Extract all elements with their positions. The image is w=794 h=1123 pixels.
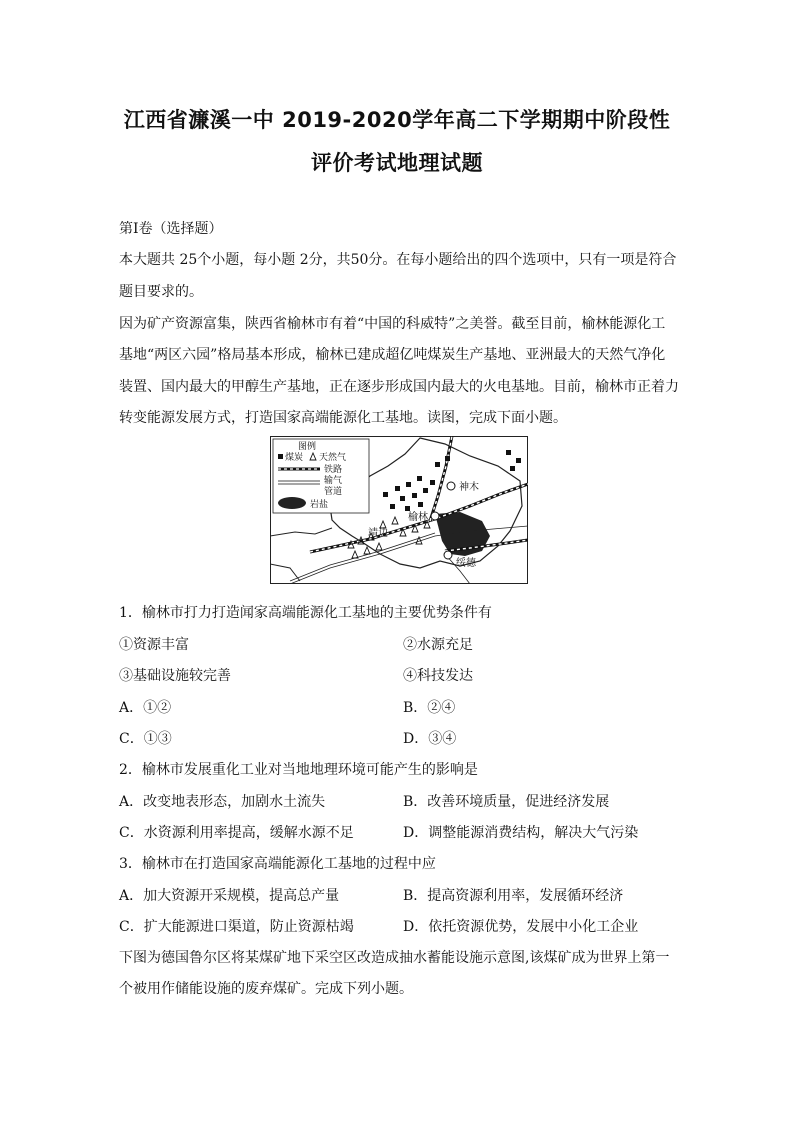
question-3-option-d: D．依托资源优势，发展中小化工企业 bbox=[403, 919, 639, 935]
passage2-line: 下图为德国鲁尔区将某煤矿地下采空区改造成抽水蓄能设施示意图,该煤矿成为世界上第一 bbox=[119, 950, 670, 966]
legend-pipeline-2: 管道 bbox=[324, 487, 343, 497]
question-3-option-b: B．提高资源利用率，发展循环经济 bbox=[403, 888, 624, 904]
question-2-option-d: D．调整能源消费结构，解决大气污染 bbox=[403, 825, 639, 841]
question-1-item: ①资源丰富 bbox=[119, 637, 189, 653]
coal-legend-icon bbox=[278, 454, 283, 459]
question-1-option-c: C．①③ bbox=[119, 731, 172, 747]
document-title-line-2: 评价考试地理试题 bbox=[311, 151, 483, 175]
question-1-option-a: A．①② bbox=[119, 700, 172, 716]
legend-pipeline-1: 输气 bbox=[324, 476, 343, 486]
legend-coal: 煤炭 bbox=[285, 453, 304, 463]
passage1-line: 基地“两区六园”格局基本形成，榆林已建成超亿吨煤炭生产基地、亚洲最大的天然气净化 bbox=[119, 347, 666, 363]
section-heading: 第Ⅰ卷（选择题） bbox=[119, 221, 223, 237]
yulin-energy-map bbox=[270, 436, 528, 584]
legend-railway: 铁路 bbox=[324, 465, 343, 475]
legend-gas: 天然气 bbox=[319, 453, 347, 463]
map-legend bbox=[273, 439, 369, 513]
instructions-line-1: 本大题共 25个小题，每小题 2分，共50分。在每小题给出的四个选项中，只有一项是符合 bbox=[119, 252, 677, 268]
question-2-option-b: B．改善环境质量，促进经济发展 bbox=[403, 794, 610, 810]
city-label-shenmu: 神木 bbox=[459, 482, 479, 493]
passage1-line: 因为矿产资源富集，陕西省榆林市有着“中国的科威特”之美誉。截至目前，榆林能源化工 bbox=[119, 316, 666, 332]
city-marker-suide bbox=[444, 551, 452, 559]
document-title-line-1: 江西省濂溪一中 2019-2020学年高二下学期期中阶段性 bbox=[123, 108, 671, 132]
question-3-stem: 3．榆林市在打造国家高端能源化工基地的过程中应 bbox=[119, 856, 436, 872]
city-label-suide: 绥德 bbox=[456, 558, 476, 569]
salt-legend-icon bbox=[278, 497, 306, 509]
question-2-option-a: A．改变地表形态，加剧水土流失 bbox=[119, 794, 326, 810]
passage2-line: 个被用作储能设施的废弃煤矿。完成下列小题。 bbox=[119, 981, 413, 997]
question-3-option-a: A．加大资源开采规模，提高总产量 bbox=[119, 888, 340, 904]
city-marker-shenmu bbox=[447, 482, 455, 490]
question-1-item: ②水源充足 bbox=[403, 637, 473, 653]
question-1-item: ④科技发达 bbox=[403, 668, 473, 684]
question-1-option-d: D．③④ bbox=[403, 731, 457, 747]
legend-title: 图例 bbox=[298, 442, 317, 452]
question-2-option-c: C．水资源利用率提高，缓解水源不足 bbox=[119, 825, 354, 841]
city-marker-yulin bbox=[431, 512, 439, 520]
question-2-stem: 2．榆林市发展重化工业对当地地理环境可能产生的影响是 bbox=[119, 762, 478, 778]
legend-salt: 岩盐 bbox=[310, 500, 329, 510]
question-1-stem: 1．榆林市打力打造闻家高端能源化工基地的主要优势条件有 bbox=[119, 605, 492, 621]
question-1-option-b: B．②④ bbox=[403, 700, 456, 716]
question-1-item: ③基础设施较完善 bbox=[119, 668, 231, 684]
city-label-yulin: 榆林 bbox=[408, 512, 428, 523]
city-label-jingbian: 靖边 bbox=[368, 528, 388, 539]
instructions-line-2: 题目要求的。 bbox=[119, 284, 203, 300]
passage1-line: 装置、国内最大的甲醇生产基地，正在逐步形成国内最大的火电基地。目前，榆林市正着力 bbox=[119, 379, 679, 395]
passage1-line: 转变能源发展方式，打造国家高端能源化工基地。读图，完成下面小题。 bbox=[119, 410, 567, 426]
question-3-option-c: C．扩大能源进口渠道，防止资源枯竭 bbox=[119, 919, 354, 935]
